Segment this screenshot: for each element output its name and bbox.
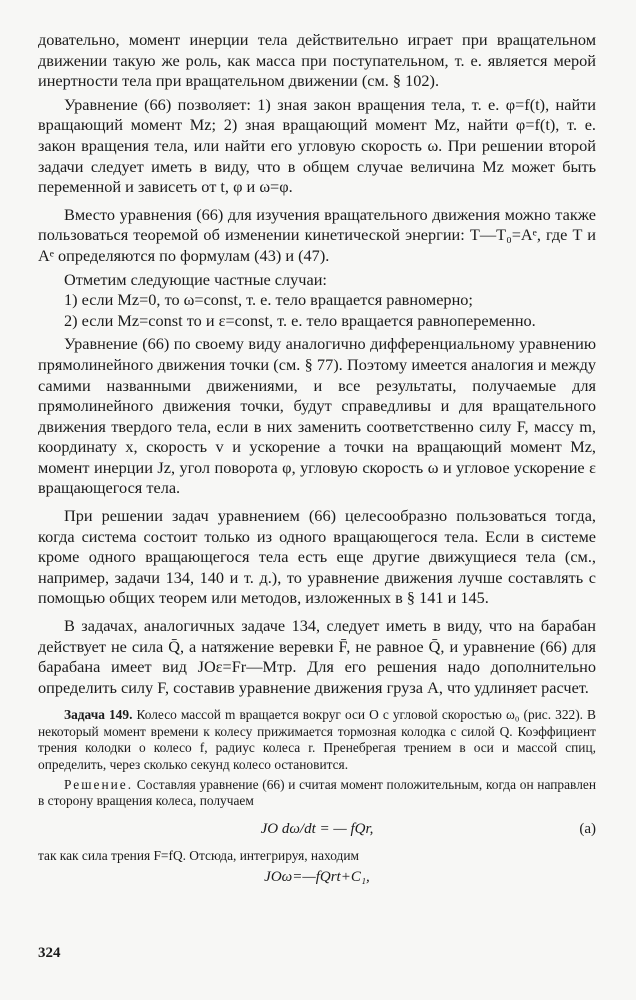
problem-149 — [38, 707, 596, 773]
paragraph-analogy: Уравнение (66) по своему виду аналогично дифференциальному уравнению прямолинейного движения точки (см. § 77). Поэтому имеется аналогия и между самими названными движениями, и все результаты, получаемые для прямолинейного движения точки, будут справедливы и для вращательного движения твердого тела, если в них заменить соответственно силу F, массу m, координату x, скорость v и ускорение a точки на вращающий момент Mz, момент инерции Jz, угол поворота φ, угловую скорость ω и угловое ускорение ε вращающегося тела. — [38, 334, 596, 498]
solution-label: Решение. — [64, 777, 134, 793]
paragraph-kinetic-energy: Вместо уравнения (66) для изучения вращательного движения можно также пользоваться теоремой об изменении кинетической энергии: T—T₀=Aᵉ, где T и Aᵉ определяются по формулам (43) и (47). — [38, 204, 596, 265]
page-number: 324 — [38, 945, 61, 961]
formula-a-number: (a) — [579, 820, 596, 837]
solution — [38, 777, 596, 810]
problem-label: Задача 149. — [64, 707, 133, 723]
problem-text: Колесо массой m вращается вокруг оси O с угловой скоростью ω₀ (рис. 322). В некоторый момент времени к колесу прижимается тормозная колодка с силой Q. Коэффициент трения колодки о колесо f, радиус колеса r. Пренебрегая трением в оси и массой спиц, определить, через сколько секунд колесо остановится. — [38, 707, 596, 772]
formula-a-expression: JO dω/dt = — fQr, — [260, 820, 374, 837]
paragraph-special-cases: Отметим следующие частные случаи: — [64, 269, 327, 289]
after-formula-text: так как сила трения F=fQ. Отсюда, интегрируя, находим — [38, 847, 359, 863]
paragraph-equation-uses: Уравнение (66) позволяет: 1) зная закон вращения тела, т. е. φ=f(t), найти вращающий момент Mz; 2) зная вращающий момент Mz, найти φ=f(t), т. е. закон вращения тела, или найти его угловую скорость ω. При решении второй задачи следует иметь в виду, что в общем случае величина Mz может быть переменной и зависеть от t, φ и ω=φ. — [38, 94, 596, 197]
formula-a — [38, 812, 596, 846]
special-case-1: 1) если Mz=0, то ω=const, т. е. тело вращается равномерно; — [64, 290, 473, 310]
paragraph-solving-tasks: При решении задач уравнением (66) целесообразно пользоваться тогда, когда система состоит только из одного вращающегося тела. Если в системе кроме одного вращающегося тела есть еще другие движущиеся тела (см., например, задачи 134, 140 и т. д.), то уравнение движения лучше составлять с помощью общих теорем или методов, изложенных в § 141 и 145. — [38, 506, 596, 608]
paragraph-drum-note: В задачах, аналогичных задаче 134, следует иметь в виду, что на барабан действует не сила Q̄, а натяжение веревки F̄, не равное Q̄, и уравнение (66) для барабана имеет вид JOε=Fr—Mтр. Для его решения надо дополнительно определить силу F, составив уравнение движения груза A, что удлиняет расчет. — [38, 616, 596, 697]
formula-b: JOω=—fQrt+C₁, — [264, 869, 370, 886]
paragraph-continuation: довательно, момент инерции тела действительно играет при вращательном движении такую же роль, как масса при поступательном, т. е. является мерой инертности тела при вращательном движении (см. § 102). — [38, 30, 596, 91]
special-case-2: 2) если Mz=const то и ε=const, т. е. тело вращается равнопеременно. — [64, 310, 536, 330]
solution-text: Составляя уравнение (66) и считая момент положительным, когда он направлен в сторону вращения колеса, получаем — [38, 777, 596, 809]
